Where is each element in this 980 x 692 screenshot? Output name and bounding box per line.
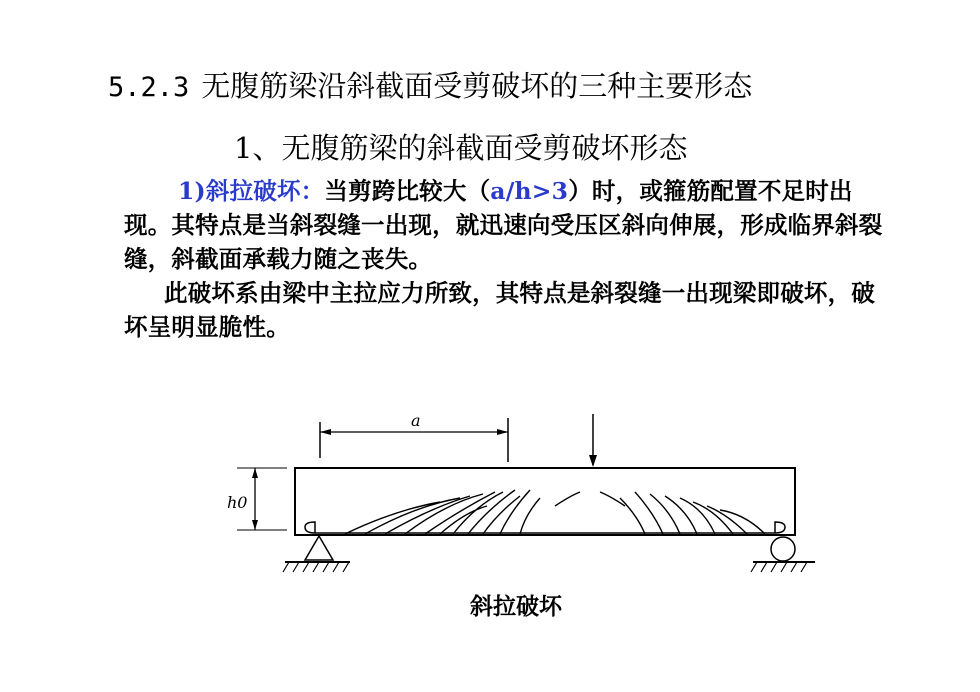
failure-mode-label: 1)斜拉破坏： [178, 177, 325, 205]
beam-diagram [225, 410, 825, 585]
section-title: 无腹筋梁沿斜截面受剪破坏的三种主要形态 [201, 69, 753, 103]
section-number: 5.2.3 [108, 72, 190, 103]
dimension-a-label: a [411, 411, 421, 430]
shear-span-ratio: a/h>3 [490, 177, 569, 205]
section-heading [108, 66, 948, 108]
paragraph-text-before: 当剪跨比较大（ [324, 177, 491, 205]
paragraph-cause: 此破坏系由梁中主拉应力所致，其特点是斜裂缝一出现梁即破坏，破坏呈明显脆性。 [124, 279, 875, 341]
paragraph-text-after: ）时，或箍筋配置不足时出现。其特点是当斜裂缝一出现，就迅速向受压区斜向伸展，形成临界斜裂缝，斜截面承载力随之丧失。 [124, 177, 883, 273]
crack-lines [345, 490, 765, 534]
paragraph-diagonal-tension [124, 174, 884, 276]
subsection-heading: 1、无腹筋梁的斜截面受剪破坏形态 [234, 131, 688, 165]
h0-label: h0 [227, 493, 248, 512]
diagram-caption: 斜拉破坏 [470, 593, 562, 620]
